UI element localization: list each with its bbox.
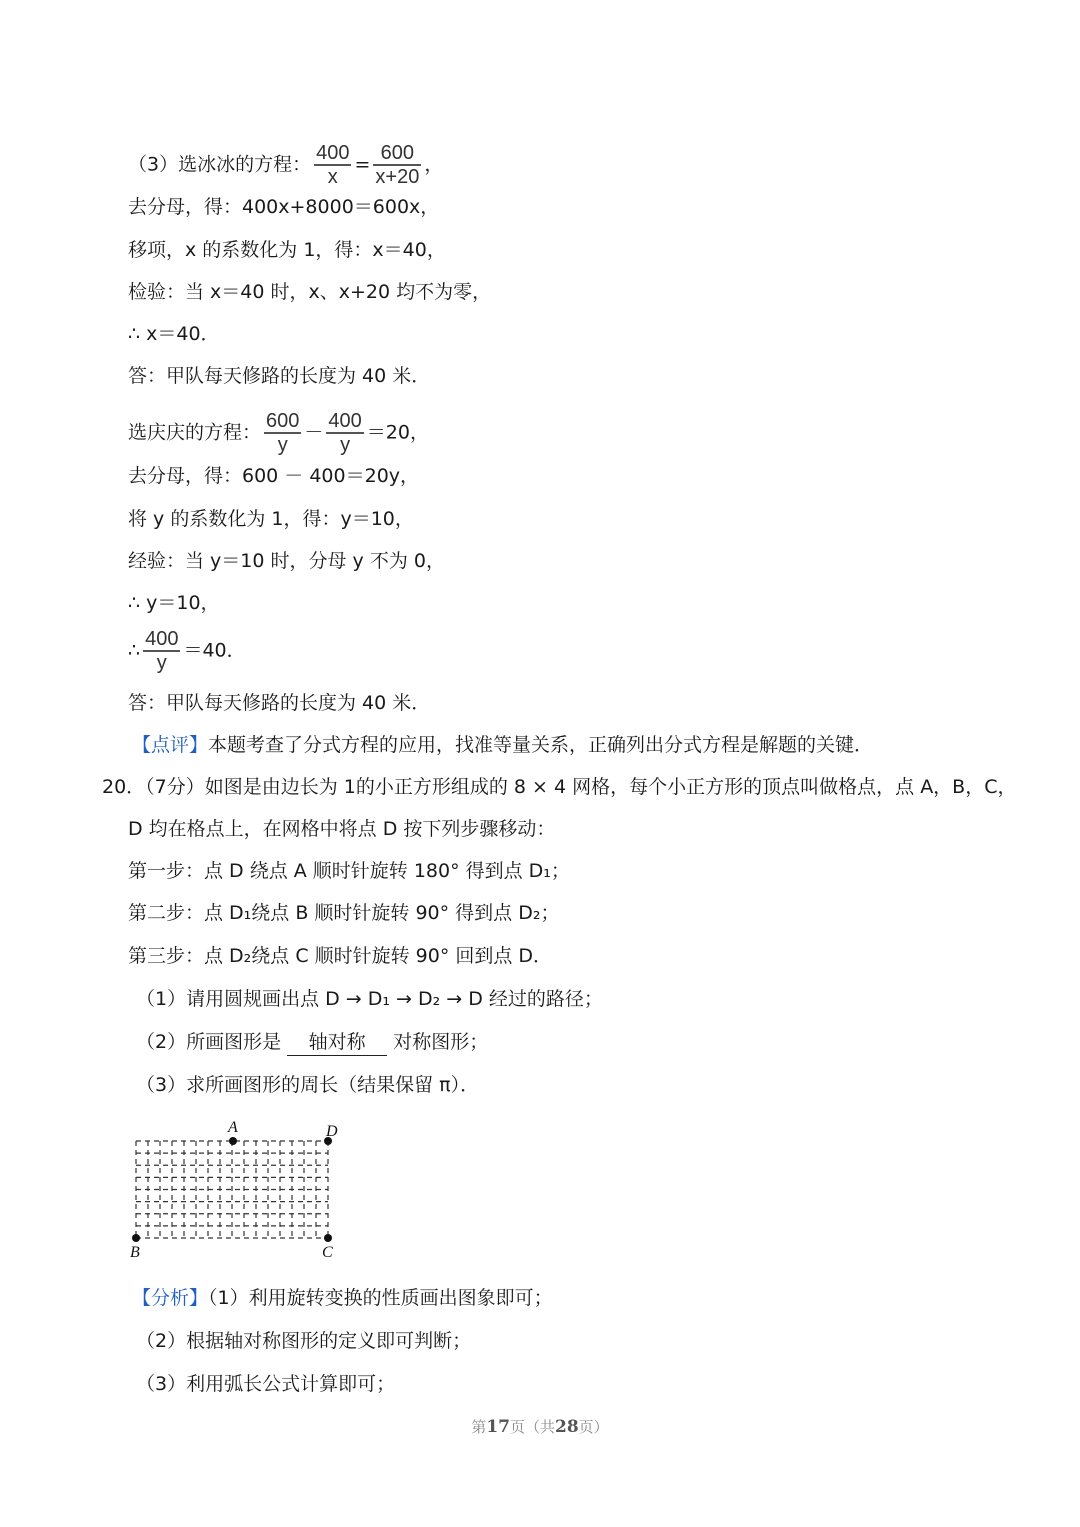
grid-lines [136, 1141, 328, 1238]
sol-line-8: 去分母，得：600 － 400＝20y， [128, 465, 420, 487]
analysis-line-1 [132, 1285, 553, 1311]
q20-line-2: D 均在格点上，在网格中将点 D 按下列步骤移动： [128, 818, 556, 840]
footer-suffix: 页） [578, 1418, 609, 1436]
frac2-num: 600 [373, 142, 421, 166]
sol-line-3: 移项，x 的系数化为 1，得：x＝40， [128, 239, 446, 261]
frac1-den: x [327, 166, 338, 188]
footer-prefix: 第 [471, 1418, 487, 1436]
q20-step-3: 第三步：点 D₂绕点 C 顺时针旋转 90° 回到点 D． [128, 945, 553, 967]
q20-line-1: 20．（7分）如图是由边长为 1的小正方形组成的 8 × 4 网格，每个小正方形的顶点叫做格点，点 A，B，C， [102, 776, 1017, 798]
sol-line-12-suffix: ＝40． [183, 639, 246, 662]
sol-line-5: ∴ x＝40． [128, 323, 220, 345]
sol-line-12 [128, 628, 246, 674]
footer-total-pages: 28 [555, 1417, 579, 1437]
q20-part-3: （3）求所画图形的周长（结果保留 π）． [136, 1074, 480, 1096]
sol-line-10: 经验：当 y＝10 时，分母 y 不为 0， [128, 550, 445, 572]
frac3-num: 600 [266, 410, 300, 432]
point-a [229, 1137, 237, 1145]
page-footer [0, 1416, 1080, 1437]
therefore-symbol: ∴ [128, 639, 141, 662]
sol-line-1-suffix: ， [424, 153, 444, 176]
fraction-400-over-y [326, 410, 363, 456]
point-c [324, 1234, 332, 1242]
frac4-den: y [340, 434, 351, 456]
footer-middle: 页（共 [509, 1418, 555, 1436]
frac3-den: y [277, 434, 288, 456]
q20-part-2-prefix: （2）所画图形是 [136, 1031, 282, 1053]
frac5-den: y [156, 652, 167, 674]
fraction-600-over-x20 [373, 142, 421, 188]
sol-line-9: 将 y 的系数化为 1，得：y＝10， [128, 508, 414, 530]
footer-page-number: 17 [486, 1417, 510, 1437]
frac2-den: x+20 [375, 166, 420, 188]
sol-line-4: 检验：当 x＝40 时，x、x+20 均不为零， [128, 281, 492, 303]
sol-line-7-suffix: ＝20， [366, 421, 429, 444]
sol-line-6: 答：甲队每天修路的长度为 40 米． [128, 365, 431, 387]
sol-line-2: 去分母，得：400x+8000＝600x， [128, 196, 440, 218]
fraction-600-over-y [264, 410, 301, 456]
label-d: D [326, 1123, 338, 1140]
equals-sign: = [354, 153, 371, 176]
minus-sign: － [304, 421, 324, 444]
sol-line-7 [128, 410, 429, 456]
q20-part-1: （1）请用圆规画出点 D → D₁ → D₂ → D 经过的路径； [136, 988, 603, 1010]
frac4-num: 400 [328, 410, 362, 432]
q20-step-1: 第一步：点 D 绕点 A 顺时针旋转 180° 得到点 D₁； [128, 860, 570, 882]
sol-line-7-prefix: 选庆庆的方程： [128, 421, 262, 444]
q20-part-2-answer: 轴对称 [287, 1029, 387, 1056]
point-b [132, 1234, 140, 1242]
review-line [132, 732, 873, 758]
sol-line-13: 答：甲队每天修路的长度为 40 米． [128, 692, 431, 714]
sol-line-1 [128, 142, 443, 188]
fraction-400-over-x [314, 142, 351, 188]
sol-line-1-prefix: （3）选冰冰的方程： [128, 153, 312, 176]
analysis-line-2: （2）根据轴对称图形的定义即可判断； [136, 1330, 472, 1352]
frac1-num: 400 [316, 142, 350, 164]
analysis-text-1: （1）利用旋转变换的性质画出图象即可； [208, 1287, 553, 1309]
label-c: C [322, 1244, 333, 1261]
review-tag: 【点评】 [132, 734, 209, 756]
analysis-tag: 【分析】 [132, 1287, 209, 1309]
q20-part-2-suffix: 对称图形； [393, 1031, 489, 1053]
fraction-400-over-y-2 [143, 628, 180, 674]
label-b: B [130, 1244, 140, 1261]
grid-figure [118, 1112, 358, 1262]
frac5-num: 400 [145, 628, 179, 650]
q20-part-2 [136, 1029, 488, 1056]
review-text: 本题考查了分式方程的应用，找准等量关系，正确列出分式方程是解题的关键． [208, 734, 874, 756]
q20-step-2: 第二步：点 D₁绕点 B 顺时针旋转 90° 得到点 D₂； [128, 902, 560, 924]
analysis-line-3: （3）利用弧长公式计算即可； [136, 1373, 396, 1395]
sol-line-11: ∴ y＝10， [128, 592, 220, 614]
label-a: A [228, 1119, 238, 1136]
